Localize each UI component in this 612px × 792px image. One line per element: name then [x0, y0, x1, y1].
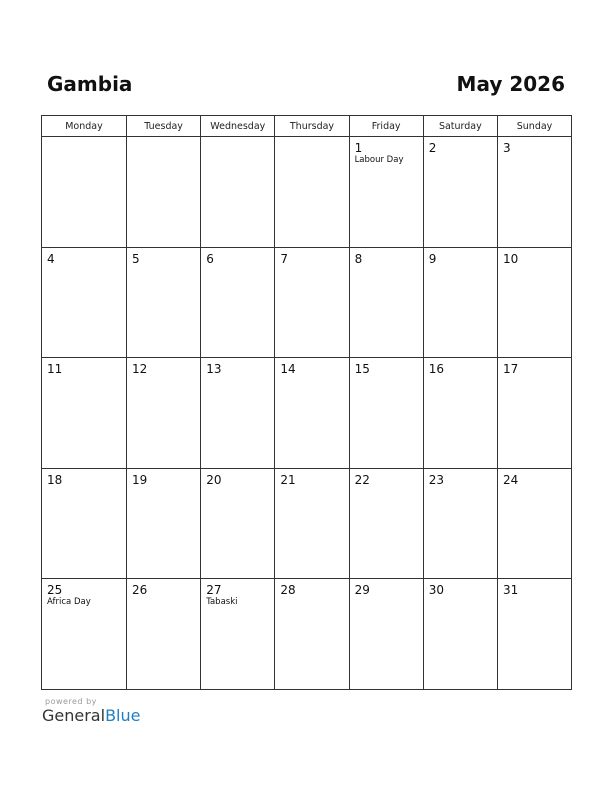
day-number: 21 — [280, 472, 296, 487]
day-number: 13 — [206, 362, 222, 376]
day-number: 8 — [354, 251, 363, 266]
holiday-label: Africa Day — [47, 597, 91, 607]
day-cell — [497, 137, 571, 248]
month-year-title: May 2026 — [456, 72, 565, 96]
day-cell — [201, 468, 275, 579]
day-cell — [423, 579, 497, 690]
day-number: 17 — [502, 362, 519, 376]
brand-text-general: General — [42, 706, 106, 725]
week-row — [42, 137, 572, 248]
day-cell — [42, 468, 127, 579]
day-number: 12 — [132, 362, 148, 376]
holiday-label: Labour Day — [354, 155, 404, 165]
day-cell — [275, 468, 349, 579]
calendar-body — [42, 137, 572, 690]
day-number: 20 — [206, 472, 222, 487]
day-number: 15 — [354, 362, 370, 376]
day-cell — [423, 137, 497, 248]
weekday-header-row — [42, 116, 572, 137]
day-cell — [275, 247, 349, 358]
day-cell — [275, 358, 349, 469]
day-cell — [497, 579, 571, 690]
day-cell — [127, 579, 201, 690]
day-number: 19 — [132, 472, 148, 487]
day-cell — [42, 358, 127, 469]
day-number: 27 — [206, 583, 222, 597]
day-cell — [423, 468, 497, 579]
weekday-header-thursday: Thursday — [275, 116, 349, 137]
day-number: 10 — [502, 251, 519, 266]
day-cell — [349, 468, 423, 579]
weekday-header-monday: Monday — [42, 116, 127, 137]
day-cell — [42, 579, 127, 690]
day-number: 7 — [280, 251, 289, 266]
day-cell — [127, 358, 201, 469]
day-number: 18 — [47, 472, 63, 487]
weekday-header-tuesday: Tuesday — [127, 116, 201, 137]
empty-day-cell — [42, 137, 127, 248]
day-number: 5 — [132, 251, 140, 266]
day-number: 9 — [428, 251, 437, 266]
day-cell — [423, 358, 497, 469]
day-number: 14 — [280, 362, 296, 376]
day-cell — [497, 358, 571, 469]
brand-text-blue: Blue — [105, 706, 141, 725]
day-cell — [42, 247, 127, 358]
day-cell — [275, 579, 349, 690]
week-row — [42, 579, 572, 690]
day-number: 6 — [206, 251, 214, 266]
empty-day-cell — [275, 137, 349, 248]
day-number: 16 — [428, 362, 445, 376]
day-number: 25 — [47, 583, 63, 597]
day-number: 1 — [354, 141, 363, 155]
empty-day-cell — [201, 137, 275, 248]
day-number: 30 — [428, 583, 445, 597]
day-cell — [349, 358, 423, 469]
day-number: 23 — [428, 472, 445, 487]
holiday-label: Tabaski — [206, 597, 238, 607]
week-row — [42, 468, 572, 579]
empty-day-cell — [127, 137, 201, 248]
generalblue-logo — [42, 706, 140, 725]
day-cell — [201, 579, 275, 690]
weekday-header-sunday: Sunday — [497, 116, 571, 137]
day-cell — [201, 358, 275, 469]
powered-by-label: powered by — [45, 697, 97, 706]
day-cell — [201, 247, 275, 358]
week-row — [42, 247, 572, 358]
day-cell — [127, 247, 201, 358]
day-cell — [497, 247, 571, 358]
day-number: 29 — [354, 583, 370, 597]
day-number: 26 — [132, 583, 148, 597]
day-number: 3 — [502, 141, 511, 155]
day-cell — [497, 468, 571, 579]
calendar-grid — [41, 115, 572, 690]
day-number: 22 — [354, 472, 370, 487]
weekday-header-saturday: Saturday — [423, 116, 497, 137]
day-cell — [423, 247, 497, 358]
day-number: 24 — [502, 472, 519, 487]
footer-branding — [42, 697, 140, 725]
country-title: Gambia — [47, 72, 133, 96]
week-row — [42, 358, 572, 469]
day-number: 4 — [47, 251, 55, 266]
day-number: 2 — [428, 141, 437, 155]
day-number: 11 — [47, 362, 63, 376]
day-cell — [349, 579, 423, 690]
day-cell — [349, 247, 423, 358]
weekday-header-wednesday: Wednesday — [201, 116, 275, 137]
day-number: 28 — [280, 583, 296, 597]
day-number: 31 — [502, 583, 519, 597]
weekday-header-friday: Friday — [349, 116, 423, 137]
day-cell — [349, 137, 423, 248]
day-cell — [127, 468, 201, 579]
